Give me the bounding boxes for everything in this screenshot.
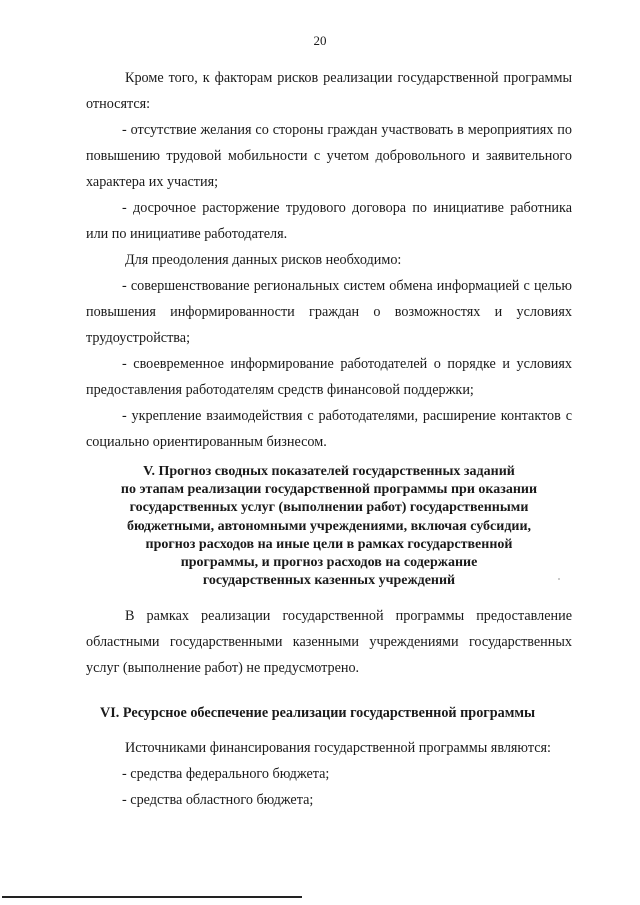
heading-line: бюджетными, автономными учреждениями, включая субсидии,: [126, 518, 532, 534]
paragraph: Кроме того, к факторам рисков реализации государственной программы относятся:: [86, 70, 572, 112]
heading-line: государственных казенных учреждений: [202, 573, 456, 589]
list-item: - отсутствие желания со стороны граждан участвовать в мероприятиях по повышению трудовой мобильности с учетом добровольного и заявительного характера их участия;: [86, 122, 572, 190]
section-v-heading: [86, 463, 572, 590]
heading-line: V. Прогноз сводных показателей государственных заданий: [143, 464, 515, 479]
section-vi-body: [86, 735, 572, 813]
list-item: - своевременное информирование работодателей о порядке и условиях предоставления работодателям средств финансовой поддержки;: [86, 356, 572, 398]
list-item: - средства областного бюджета;: [122, 792, 314, 808]
paragraph: Источниками финансирования государственной программы являются:: [125, 740, 551, 756]
footer-rule: [2, 896, 302, 898]
section-vi-heading: VI. Ресурсное обеспечение реализации государственной программы: [100, 705, 536, 721]
list-item: - совершенствование региональных систем обмена информацией с целью повышения информированности граждан о возможностях и условиях трудоустройства;: [86, 278, 572, 346]
heading-line: по этапам реализации государственной программы при оказании: [120, 482, 538, 498]
heading-line: программы, и прогноз расходов на содержание: [180, 555, 478, 571]
page-number: 20: [313, 33, 327, 48]
paragraph: В рамках реализации государственной программы предоставление областными государственными казенными учреждениями государственных услуг (выполнение работ) не предусмотрено.: [86, 608, 572, 676]
list-item: - досрочное расторжение трудового договора по инициативе работника или по инициативе работодателя.: [86, 200, 572, 242]
list-item: - средства федерального бюджета;: [122, 766, 330, 782]
list-item: - укрепление взаимодействия с работодателями, расширение контактов с социально ориентированным бизнесом.: [86, 408, 572, 450]
paragraph: Для преодоления данных рисков необходимо:: [125, 252, 402, 268]
heading-line: прогноз расходов на иные цели в рамках государственной: [145, 536, 513, 552]
risk-factors-block: [86, 65, 572, 455]
section-v-body: [86, 603, 572, 681]
scan-speck: [558, 578, 560, 580]
heading-line: государственных услуг (выполнении работ) государственными: [129, 500, 529, 516]
